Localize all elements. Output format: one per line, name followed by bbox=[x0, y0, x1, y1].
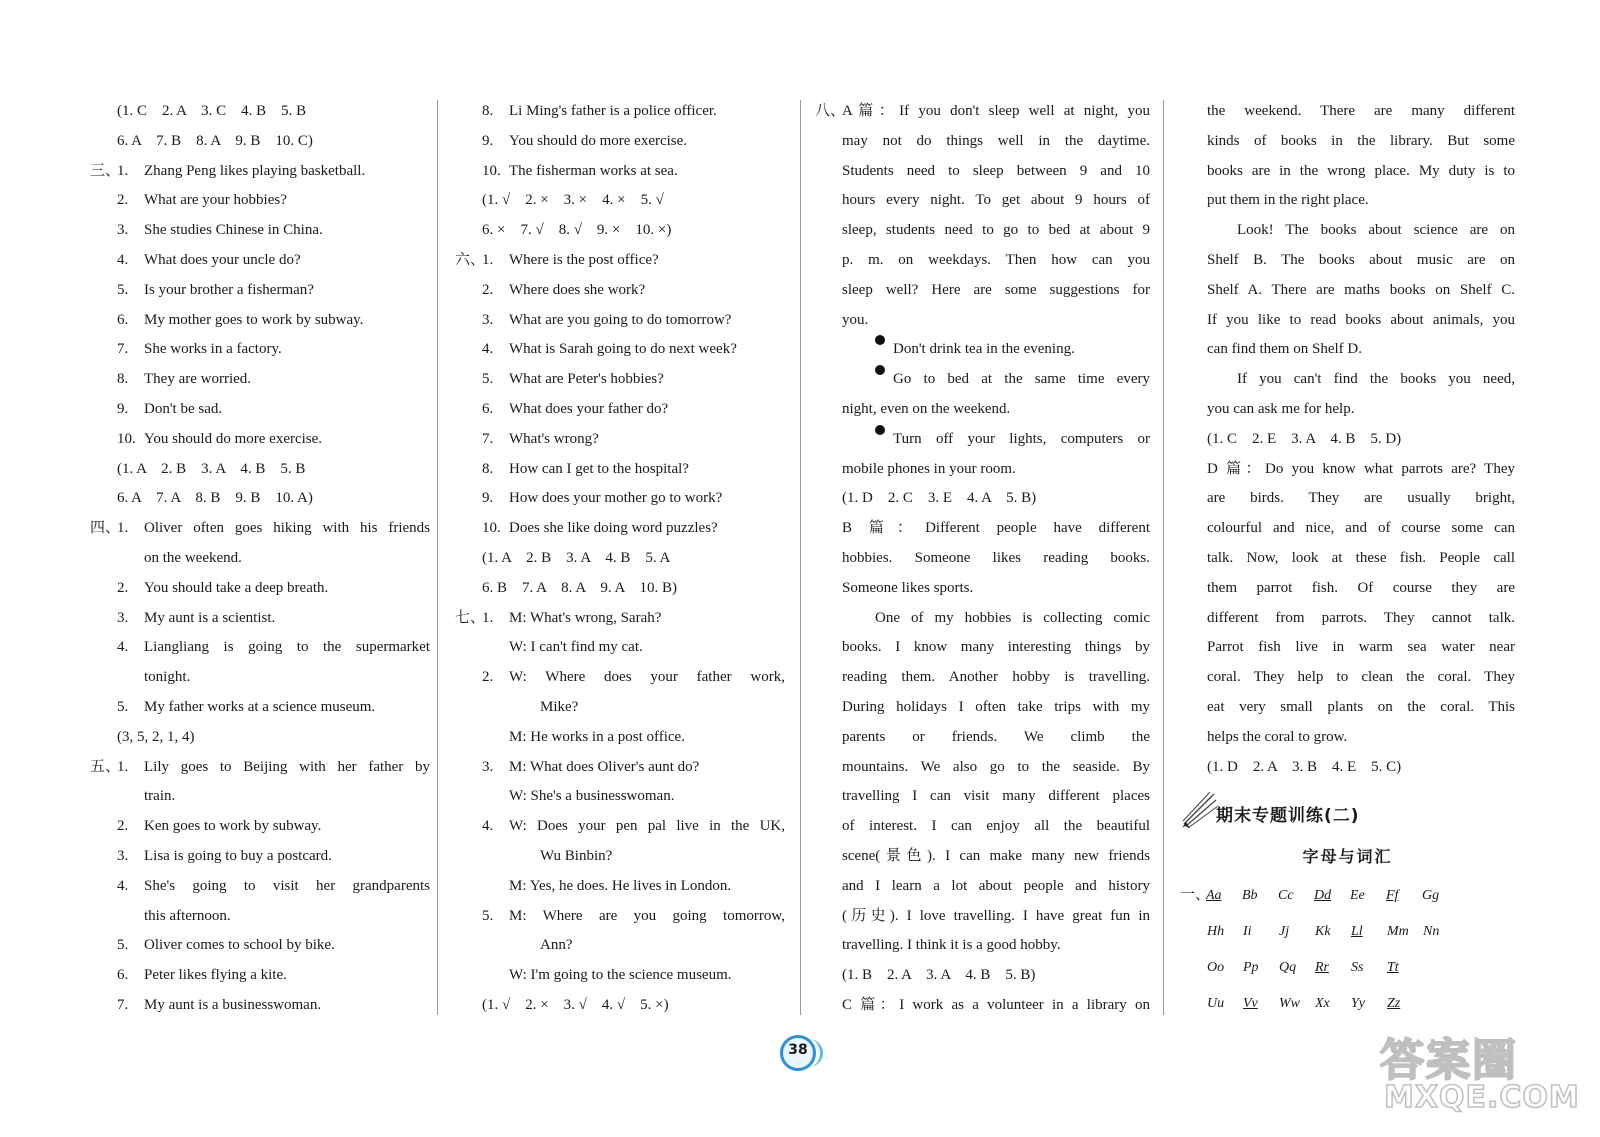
letter-pair: Bb bbox=[1242, 888, 1258, 904]
passage-c-line: Shelf B. The books about music are on bbox=[1207, 251, 1515, 268]
alphabet-row bbox=[1180, 914, 1515, 950]
column-4 bbox=[1180, 97, 1515, 1022]
answer-line: (1. C 2. E 3. A 4. B 5. D) bbox=[1207, 430, 1402, 447]
passage-d-line: Parrot fish live in warm sea water near bbox=[1207, 639, 1515, 656]
section-banner bbox=[1180, 794, 1515, 838]
section-3-item: 3. She studies Chinese in China. bbox=[117, 222, 323, 239]
dialogue-line: 七、 1. M: What's wrong, Sarah? bbox=[455, 609, 662, 626]
section-3-item: 三、 1. Zhang Peng likes playing basketball. bbox=[90, 162, 366, 179]
dialogue-line-cont: Ann? bbox=[540, 937, 573, 954]
section-4-item: 四、 1. Oliver often goes hiking with his friends bbox=[90, 520, 430, 537]
section-6-item: 9. How does your mother go to work? bbox=[482, 490, 723, 507]
section-3-item: 4. What does your uncle do? bbox=[117, 251, 301, 268]
passage-c-line: put them in the right place. bbox=[1207, 192, 1369, 209]
passage-d-line: coral. They help to clean the coral. They bbox=[1207, 669, 1515, 686]
letter-pair: Qq bbox=[1279, 960, 1297, 976]
section-3-item: 5. Is your brother a fisherman? bbox=[117, 281, 314, 298]
answer-line: 6. A 7. A 8. B 9. B 10. A) bbox=[117, 490, 313, 507]
letter-pair: Aa bbox=[1206, 888, 1222, 904]
passage-b-line: parents or friends. We climb the bbox=[842, 728, 1150, 745]
bullet-item: Turn off your lights, computers or bbox=[815, 425, 1150, 455]
passage-d-line: talk. Now, look at these fish. People call bbox=[1207, 549, 1515, 566]
dialogue-line: 5. M: Where are you going tomorrow, bbox=[482, 907, 785, 924]
dialogue-line: M: He works in a post office. bbox=[509, 728, 685, 745]
passage-c-line: can find them on Shelf D. bbox=[1207, 341, 1362, 358]
section-3-item: 6. My mother goes to work by subway. bbox=[117, 311, 364, 328]
section-5-item-cont: this afternoon. bbox=[144, 907, 231, 924]
section-6-item: 4. What is Sarah going to do next week? bbox=[482, 341, 737, 358]
answer-line: 6. × 7. √ 8. √ 9. × 10. ×) bbox=[482, 222, 672, 239]
passage-b-line: Someone likes sports. bbox=[842, 579, 974, 596]
dialogue-line: W: She's a businesswoman. bbox=[509, 788, 675, 805]
alphabet-row bbox=[1180, 950, 1515, 986]
passage-d-line: them parrot fish. Of course they are bbox=[1207, 579, 1515, 596]
section-5-item: 6. Peter likes flying a kite. bbox=[117, 967, 287, 984]
letter-pair: Ee bbox=[1350, 888, 1365, 904]
column-1 bbox=[90, 97, 430, 1021]
watermark-text-en: MXQE.COM bbox=[1384, 1080, 1580, 1115]
section-6-item: 六、 1. Where is the post office? bbox=[455, 251, 659, 268]
passage-a-line: Students need to sleep between 9 and 10 bbox=[842, 162, 1150, 179]
passage-d-line: different from parrots. They cannot talk. bbox=[1207, 609, 1515, 626]
bullet-item: Go to bed at the same time every bbox=[815, 365, 1150, 395]
passage-a-line: may not do things well in the daytime. bbox=[842, 132, 1150, 149]
section-subtitle: 字母与词汇 bbox=[1302, 847, 1393, 867]
passage-c-line: you can ask me for help. bbox=[1207, 400, 1355, 417]
answer-line: (1. D 2. C 3. E 4. A 5. B) bbox=[842, 490, 1037, 507]
passage-d-line: D 篇：Do you know what parrots are? They bbox=[1207, 460, 1515, 477]
letter-pair: Ww bbox=[1279, 996, 1300, 1012]
letter-pair: Ll bbox=[1351, 924, 1363, 940]
letter-pair: Vv bbox=[1243, 996, 1258, 1012]
letter-pair: Yy bbox=[1351, 996, 1365, 1012]
passage-b-line: (历史). I love travelling. I have great fun in bbox=[842, 907, 1150, 924]
letter-pair: Jj bbox=[1279, 924, 1290, 940]
answer-line: (1. √ 2. × 3. × 4. × 5. √ bbox=[482, 192, 664, 209]
passage-c-line: kinds of books in the library. But some bbox=[1207, 132, 1515, 149]
passage-a-line: p. m. on weekdays. Then how can you bbox=[842, 251, 1150, 268]
letter-pair: Zz bbox=[1387, 996, 1401, 1012]
letter-pair: Uu bbox=[1207, 996, 1225, 1012]
bullet-icon bbox=[875, 425, 885, 435]
passage-b-line: travelling I can visit many different places bbox=[842, 788, 1150, 805]
passage-b-line: books. I know many interesting things by bbox=[842, 639, 1150, 656]
answer-line: 6. A 7. B 8. A 9. B 10. C) bbox=[117, 132, 313, 149]
section-4-item-cont: on the weekend. bbox=[144, 549, 242, 566]
letter-pair: Nn bbox=[1423, 924, 1440, 940]
section-4-item-cont: tonight. bbox=[144, 669, 191, 686]
letter-pair: Tt bbox=[1387, 960, 1399, 976]
passage-b-line: During holidays I often take trips with my bbox=[842, 698, 1150, 715]
column-2 bbox=[455, 97, 785, 1021]
answer-line: (1. A 2. B 3. A 4. B 5. A bbox=[482, 549, 671, 566]
section-4-item: 2. You should take a deep breath. bbox=[117, 579, 329, 596]
passage-b-line: travelling. I think it is a good hobby. bbox=[842, 937, 1061, 954]
bullet-item-cont: mobile phones in your room. bbox=[842, 460, 1016, 477]
page-number: 38 bbox=[788, 1042, 808, 1058]
passage-b-line: scene(景色). I can make many new friends bbox=[842, 847, 1150, 864]
section-3-item: 7. She works in a factory. bbox=[117, 341, 282, 358]
section-4-item: 5. My father works at a science museum. bbox=[117, 698, 376, 715]
section-5-item: 5. Oliver comes to school by bike. bbox=[117, 937, 335, 954]
passage-c-line: Look! The books about science are on bbox=[1237, 222, 1515, 239]
section-5-item: 10. The fisherman works at sea. bbox=[482, 162, 678, 179]
letter-pair: Gg bbox=[1422, 888, 1440, 904]
letter-pair: Mm bbox=[1387, 924, 1409, 940]
bullet-item: Don't drink tea in the evening. bbox=[815, 335, 1150, 365]
section-5-item: 8. Li Ming's father is a police officer. bbox=[482, 103, 717, 119]
dialogue-line-cont: Mike? bbox=[540, 698, 579, 715]
section-6-item: 2. Where does she work? bbox=[482, 281, 646, 298]
passage-a-line: you. bbox=[842, 311, 869, 328]
bullet-icon bbox=[875, 365, 885, 375]
section-5-item: 2. Ken goes to work by subway. bbox=[117, 818, 322, 835]
answer-line: 6. B 7. A 8. A 9. A 10. B) bbox=[482, 579, 678, 596]
banner-title: 期末专题训练(二) bbox=[1216, 806, 1360, 827]
letter-pair: Xx bbox=[1315, 996, 1330, 1012]
dialogue-line-cont: Wu Binbin? bbox=[540, 847, 613, 864]
letter-pair: Rr bbox=[1315, 960, 1329, 976]
passage-c-line: Shelf A. There are maths books on Shelf C. bbox=[1207, 281, 1515, 298]
passage-a-line: sleep, students need to go to bed at about 9 bbox=[842, 222, 1150, 239]
answer-line: (1. D 2. A 3. B 4. E 5. C) bbox=[1207, 758, 1402, 775]
column-3 bbox=[815, 97, 1150, 1021]
passage-a-line: 八、 A篇：If you don't sleep well at night, you bbox=[815, 103, 1150, 119]
letter-pair: Oo bbox=[1207, 960, 1225, 976]
passage-b-line: B 篇：Different people have different bbox=[842, 520, 1150, 537]
answer-line: (1. √ 2. × 3. √ 4. √ 5. ×) bbox=[482, 996, 669, 1013]
dialogue-line: 4. W: Does your pen pal live in the UK, bbox=[482, 818, 785, 835]
passage-c-line: the weekend. There are many different bbox=[1207, 103, 1515, 119]
section-6-item: 3. What are you going to do tomorrow? bbox=[482, 311, 732, 328]
answer-line: (3, 5, 2, 1, 4) bbox=[117, 728, 195, 745]
passage-c-line: If you like to read books about animals, you bbox=[1207, 311, 1515, 328]
section-6-item: 5. What are Peter's hobbies? bbox=[482, 371, 664, 388]
letter-pair: Cc bbox=[1278, 888, 1294, 904]
section-5-item: 9. You should do more exercise. bbox=[482, 132, 688, 149]
section-4-item: 3. My aunt is a scientist. bbox=[117, 609, 276, 626]
section-6-item: 7. What's wrong? bbox=[482, 430, 599, 447]
bullet-icon bbox=[875, 335, 885, 345]
passage-b-line: of interest. I can enjoy all the beautiful bbox=[842, 818, 1150, 835]
passage-c-line: C 篇：I work as a volunteer in a library on bbox=[842, 996, 1150, 1013]
passage-d-line: helps the coral to grow. bbox=[1207, 728, 1348, 745]
answer-line: (1. C 2. A 3. C 4. B 5. B bbox=[117, 103, 307, 119]
passage-a-line: sleep well? Here are some suggestions for bbox=[842, 281, 1150, 298]
letter-pair: Dd bbox=[1314, 888, 1332, 904]
passage-c-line: books are in the wrong place. My duty is to bbox=[1207, 162, 1515, 179]
letter-pair: Ss bbox=[1351, 960, 1364, 976]
section-6-item: 10. Does she like doing word puzzles? bbox=[482, 520, 718, 537]
dialogue-line: W: I'm going to the science museum. bbox=[509, 967, 732, 984]
passage-d-line: eat very small plants on the coral. This bbox=[1207, 698, 1515, 715]
letter-pair: Hh bbox=[1207, 924, 1225, 940]
watermark-text-cn: 答案圈 bbox=[1380, 1035, 1518, 1086]
section-3-item: 10. You should do more exercise. bbox=[117, 430, 323, 447]
dialogue-line: W: I can't find my cat. bbox=[509, 639, 643, 656]
passage-b-line: mountains. We also go to the seaside. By bbox=[842, 758, 1150, 775]
section-5-item: 3. Lisa is going to buy a postcard. bbox=[117, 847, 332, 864]
section-6-item: 8. How can I get to the hospital? bbox=[482, 460, 689, 477]
passage-b-line: reading them. Another hobby is travelling. bbox=[842, 669, 1150, 686]
passage-d-line: colourful and nice, and of course some can bbox=[1207, 520, 1515, 537]
section-3-item: 2. What are your hobbies? bbox=[117, 192, 287, 209]
passage-b-line: and I learn a lot about people and history bbox=[842, 877, 1150, 894]
column-divider bbox=[1163, 100, 1164, 1015]
section-4-item: 4. Liangliang is going to the supermarket bbox=[117, 639, 430, 656]
section-5-item-cont: train. bbox=[144, 788, 176, 805]
passage-b-line: One of my hobbies is collecting comic bbox=[875, 609, 1150, 626]
section-5-item: 五、 1. Lily goes to Beijing with her father by bbox=[90, 758, 430, 775]
column-divider bbox=[437, 100, 438, 1015]
passage-b-line: hobbies. Someone likes reading books. bbox=[842, 549, 1150, 566]
section-5-item: 4. She's going to visit her grandparents bbox=[117, 877, 430, 894]
column-divider bbox=[800, 100, 801, 1015]
passage-d-line: are birds. They are usually bright, bbox=[1207, 490, 1515, 507]
alphabet-row bbox=[1180, 986, 1515, 1022]
dialogue-line: 2. W: Where does your father work, bbox=[482, 669, 785, 686]
watermark-logo bbox=[1372, 1022, 1580, 1132]
passage-c-line: If you can't find the books you need, bbox=[1237, 371, 1515, 388]
comet-icon bbox=[1180, 788, 1220, 834]
answer-line: (1. A 2. B 3. A 4. B 5. B bbox=[117, 460, 306, 477]
letter-pair: Ff bbox=[1386, 888, 1399, 904]
letter-pair: Pp bbox=[1243, 960, 1259, 976]
letter-pair: Ii bbox=[1243, 924, 1252, 940]
page-number-badge bbox=[778, 1033, 822, 1073]
dialogue-line: 3. M: What does Oliver's aunt do? bbox=[482, 758, 700, 775]
section-3-item: 9. Don't be sad. bbox=[117, 400, 223, 417]
alphabet-row: 一、 Aa Bb Cc Dd Ee Ff Gg bbox=[1180, 878, 1515, 914]
section-5-item: 7. My aunt is a businesswoman. bbox=[117, 996, 322, 1013]
dialogue-line: M: Yes, he does. He lives in London. bbox=[509, 877, 732, 894]
passage-a-line: hours every night. To get about 9 hours of bbox=[842, 192, 1150, 209]
letter-pair: Kk bbox=[1315, 924, 1331, 940]
bullet-item-cont: night, even on the weekend. bbox=[842, 400, 1011, 417]
answer-line: (1. B 2. A 3. A 4. B 5. B) bbox=[842, 967, 1036, 984]
section-6-item: 6. What does your father do? bbox=[482, 400, 669, 417]
section-3-item: 8. They are worried. bbox=[117, 371, 252, 388]
